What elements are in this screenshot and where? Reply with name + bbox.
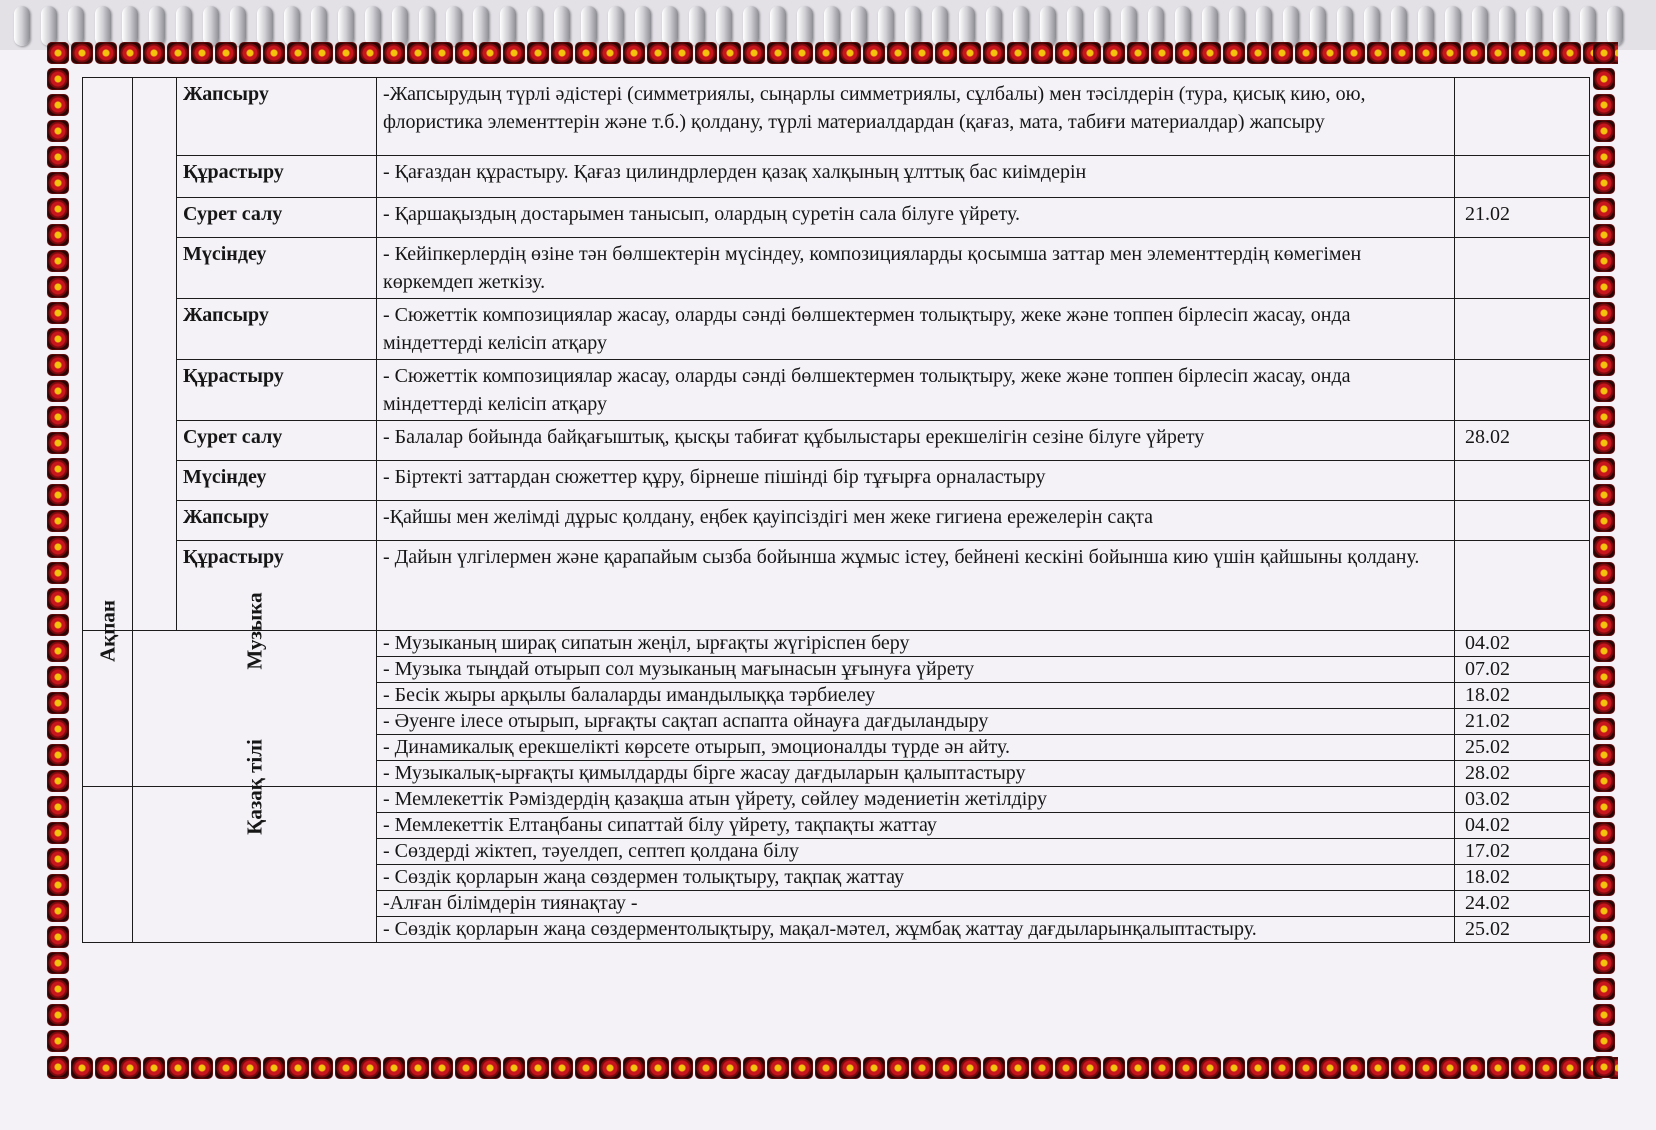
- ornament-tile: [839, 1057, 861, 1079]
- activity-description: - Дайын үлгілермен және қарапайым сызба бойынша жұмыс істеу, бейнені кескіні бойынша кию үшін қайшыны қолдану.: [377, 541, 1455, 631]
- ornament-tile: [47, 120, 69, 142]
- ornament-tile: [47, 978, 69, 1000]
- ornament-tile: [1559, 42, 1581, 64]
- ornament-tile: [1593, 276, 1615, 298]
- ornament-tile: [1593, 692, 1615, 714]
- ornament-tile: [407, 1057, 429, 1079]
- ornament-tile: [1463, 1057, 1485, 1079]
- ornament-tile: [1391, 42, 1413, 64]
- ornament-tile: [1271, 1057, 1293, 1079]
- ornament-tile: [671, 1057, 693, 1079]
- art-section: [83, 78, 1590, 631]
- ornament-tile: [479, 1057, 501, 1079]
- ornament-tile: [47, 406, 69, 428]
- ornament-tile: [287, 42, 309, 64]
- ornament-tile: [47, 276, 69, 298]
- ornament-tile: [431, 42, 453, 64]
- ornament-tile: [407, 42, 429, 64]
- spiral-ring: [14, 6, 30, 46]
- ornament-tile: [1593, 328, 1615, 350]
- ornament-tile: [551, 42, 573, 64]
- ornament-tile: [1511, 1057, 1533, 1079]
- ornament-tile: [1593, 432, 1615, 454]
- ornament-tile: [647, 42, 669, 64]
- month-cell: [83, 600, 133, 787]
- art-row: [83, 238, 1590, 299]
- ornament-tile: [1559, 1057, 1581, 1079]
- ornament-tile: [167, 1057, 189, 1079]
- ornament-tile: [1079, 42, 1101, 64]
- ornament-tile: [1271, 42, 1293, 64]
- ornament-tile: [1593, 354, 1615, 376]
- ornament-tile: [695, 42, 717, 64]
- ornament-tile: [47, 744, 69, 766]
- ornament-tile: [1593, 458, 1615, 480]
- ornament-tile: [383, 1057, 405, 1079]
- ornament-tile: [95, 42, 117, 64]
- activity-description: - Қаршақыздың достарымен танысып, олардың суретін сала білуге үйрету.: [377, 198, 1455, 238]
- ornament-tile: [1151, 42, 1173, 64]
- music-section: [83, 592, 1590, 787]
- ornament-tile: [263, 1057, 285, 1079]
- activity-kind: Құрастыру: [177, 541, 377, 631]
- ornament-tile: [767, 42, 789, 64]
- activity-kind: Жапсыру: [177, 78, 377, 156]
- ornament-border-top: [46, 40, 1618, 66]
- ornament-tile: [1593, 562, 1615, 584]
- kazakh-description: - Мемлекеттік Елтаңбаны сипаттай білу үйрету, тақпақты жаттау: [377, 813, 1455, 839]
- ornament-tile: [47, 666, 69, 688]
- ornament-tile: [911, 1057, 933, 1079]
- ornament-tile: [455, 1057, 477, 1079]
- ornament-tile: [239, 42, 261, 64]
- ornament-tile: [1593, 978, 1615, 1000]
- ornament-tile: [47, 952, 69, 974]
- ornament-tile: [1593, 926, 1615, 948]
- ornament-tile: [527, 42, 549, 64]
- ornament-tile: [191, 1057, 213, 1079]
- art-row: [83, 198, 1590, 238]
- art-row: [83, 501, 1590, 541]
- ornament-tile: [1343, 1057, 1365, 1079]
- music-date: 25.02: [1455, 735, 1590, 761]
- ornament-tile: [1031, 42, 1053, 64]
- ornament-tile: [47, 250, 69, 272]
- ornament-tile: [95, 1057, 117, 1079]
- music-subject-label: Музыка: [242, 592, 266, 670]
- ornament-tile: [1223, 1057, 1245, 1079]
- month-cell-empty: [83, 78, 133, 631]
- ornament-tile: [47, 822, 69, 844]
- ornament-tile: [47, 1056, 69, 1078]
- ornament-tile: [47, 484, 69, 506]
- music-description: - Музыка тыңдай отырып сол музыканың мағынасын ұғынуға үйрету: [377, 657, 1455, 683]
- music-description: - Музыканың ширақ сипатын жеңіл, ырғақты жүгіріспен беру: [377, 631, 1455, 657]
- ornament-tile: [671, 42, 693, 64]
- ornament-tile: [503, 42, 525, 64]
- activity-date: 28.02: [1455, 421, 1590, 461]
- kazakh-date: 25.02: [1455, 917, 1590, 943]
- ornament-tile: [959, 42, 981, 64]
- ornament-tile: [1593, 848, 1615, 870]
- ornament-tile: [239, 1057, 261, 1079]
- ornament-tile: [1593, 250, 1615, 272]
- ornament-tile: [215, 1057, 237, 1079]
- ornament-tile: [1593, 510, 1615, 532]
- ornament-tile: [1593, 484, 1615, 506]
- ornament-tile: [647, 1057, 669, 1079]
- ornament-tile: [1415, 1057, 1437, 1079]
- ornament-tile: [191, 42, 213, 64]
- ornament-tile: [1151, 1057, 1173, 1079]
- activity-description: - Сюжеттік композициялар жасау, оларды сәнді бөлшектермен толықтыру, жеке және топпен бірлесіп жасау, онда міндеттерді келісіп атқару: [377, 299, 1455, 360]
- ornament-tile: [1535, 42, 1557, 64]
- ornament-tile: [719, 1057, 741, 1079]
- activity-description: - Қағаздан құрастыру. Қағаз цилиндрлерден қазақ халқының ұлттық бас киімдерін: [377, 156, 1455, 198]
- ornament-tile: [911, 42, 933, 64]
- ornament-tile: [887, 1057, 909, 1079]
- ornament-tile: [1593, 1056, 1615, 1078]
- month-label: Ақпан: [95, 600, 119, 662]
- ornament-tile: [1593, 68, 1615, 90]
- ornament-tile: [359, 1057, 381, 1079]
- ornament-tile: [959, 1057, 981, 1079]
- ornament-tile: [1031, 1057, 1053, 1079]
- ornament-tile: [1319, 42, 1341, 64]
- ornament-tile: [47, 926, 69, 948]
- kazakh-date: 18.02: [1455, 865, 1590, 891]
- ornament-tile: [455, 42, 477, 64]
- ornament-tile: [1007, 42, 1029, 64]
- kazakh-description: - Сөздік қорларын жаңа сөздермен толықтыру, тақпақ жаттау: [377, 865, 1455, 891]
- ornament-tile: [1295, 1057, 1317, 1079]
- kazakh-description: - Сөздерді жіктеп, тәуелдеп, септеп қолдана білу: [377, 839, 1455, 865]
- activity-date: [1455, 238, 1590, 299]
- ornament-tile: [719, 42, 741, 64]
- ornament-tile: [815, 42, 837, 64]
- ornament-tile: [47, 302, 69, 324]
- music-row: [83, 631, 1590, 657]
- ornament-tile: [1593, 666, 1615, 688]
- ornament-tile: [887, 42, 909, 64]
- ornament-tile: [47, 172, 69, 194]
- ornament-tile: [47, 68, 69, 90]
- activity-kind: Сурет салу: [177, 421, 377, 461]
- ornament-tile: [863, 42, 885, 64]
- ornament-tile: [47, 146, 69, 168]
- ornament-tile: [47, 536, 69, 558]
- ornament-tile: [263, 42, 285, 64]
- ornament-tile: [575, 42, 597, 64]
- ornament-tile: [1593, 640, 1615, 662]
- ornament-tile: [863, 1057, 885, 1079]
- music-date: 07.02: [1455, 657, 1590, 683]
- ornament-tile: [1593, 380, 1615, 402]
- art-row: [83, 360, 1590, 421]
- activity-kind: Жапсыру: [177, 501, 377, 541]
- activity-kind: Мүсіндеу: [177, 238, 377, 299]
- activity-kind: Сурет салу: [177, 198, 377, 238]
- ornament-tile: [743, 1057, 765, 1079]
- kazakh-subject-cell: [133, 739, 377, 943]
- art-row: [83, 541, 1590, 631]
- ornament-tile: [1593, 42, 1615, 64]
- activity-description: - Сюжеттік композициялар жасау, оларды сәнді бөлшектермен толықтыру, жеке және топпен бірлесіп жасау, онда міндеттерді келісіп атқару: [377, 360, 1455, 421]
- art-row: [83, 461, 1590, 501]
- ornament-tile: [1511, 42, 1533, 64]
- ornament-tile: [839, 42, 861, 64]
- ornament-tile: [983, 1057, 1005, 1079]
- ornament-tile: [47, 614, 69, 636]
- music-date: 21.02: [1455, 709, 1590, 735]
- ornament-tile: [119, 1057, 141, 1079]
- ornament-tile: [1319, 1057, 1341, 1079]
- activity-description: - Балалар бойында байқағыштық, қысқы табиғат құбылыстары ерекшелігін сезіне білуге үйрету: [377, 421, 1455, 461]
- ornament-tile: [47, 770, 69, 792]
- ornament-tile: [311, 42, 333, 64]
- ornament-tile: [119, 42, 141, 64]
- ornament-tile: [1439, 1057, 1461, 1079]
- ornament-tile: [503, 1057, 525, 1079]
- ornament-tile: [287, 1057, 309, 1079]
- ornament-tile: [599, 1057, 621, 1079]
- kazakh-date: 03.02: [1455, 787, 1590, 813]
- ornament-tile: [1593, 718, 1615, 740]
- ornament-tile: [1593, 874, 1615, 896]
- ornament-tile: [359, 42, 381, 64]
- ornament-tile: [1247, 42, 1269, 64]
- schedule-table: [82, 77, 1590, 943]
- ornament-tile: [1127, 1057, 1149, 1079]
- ornament-tile: [1593, 952, 1615, 974]
- activity-date: [1455, 461, 1590, 501]
- ornament-tile: [1007, 1057, 1029, 1079]
- ornament-tile: [1343, 42, 1365, 64]
- ornament-tile: [1593, 224, 1615, 246]
- ornament-tile: [551, 1057, 573, 1079]
- ornament-tile: [1247, 1057, 1269, 1079]
- ornament-tile: [1593, 744, 1615, 766]
- ornament-tile: [215, 42, 237, 64]
- ornament-tile: [1079, 1057, 1101, 1079]
- ornament-tile: [1367, 1057, 1389, 1079]
- ornament-tile: [47, 224, 69, 246]
- ornament-tile: [1593, 614, 1615, 636]
- schedule-sheet: [82, 77, 1590, 957]
- ornament-tile: [1127, 42, 1149, 64]
- ornament-tile: [1593, 822, 1615, 844]
- activity-date: [1455, 541, 1590, 631]
- ornament-tile: [47, 848, 69, 870]
- ornament-tile: [1439, 42, 1461, 64]
- art-row: [83, 299, 1590, 360]
- ornament-tile: [47, 42, 69, 64]
- activity-date: [1455, 156, 1590, 198]
- ornament-tile: [1367, 42, 1389, 64]
- ornament-tile: [1593, 406, 1615, 428]
- ornament-tile: [335, 42, 357, 64]
- ornament-tile: [47, 640, 69, 662]
- ornament-tile: [47, 796, 69, 818]
- ornament-tile: [767, 1057, 789, 1079]
- ornament-tile: [599, 42, 621, 64]
- ornament-border-bottom: [46, 1055, 1618, 1081]
- ornament-tile: [815, 1057, 837, 1079]
- ornament-tile: [1535, 1057, 1557, 1079]
- ornament-tile: [1463, 42, 1485, 64]
- ornament-tile: [623, 1057, 645, 1079]
- activity-kind: Құрастыру: [177, 156, 377, 198]
- kazakh-date: 04.02: [1455, 813, 1590, 839]
- ornament-border-left: [46, 40, 72, 1081]
- activity-date: [1455, 360, 1590, 421]
- ornament-tile: [1593, 770, 1615, 792]
- music-description: - Әуенге ілесе отырып, ырғақты сақтап аспапта ойнауға дағдыландыру: [377, 709, 1455, 735]
- ornament-tile: [47, 718, 69, 740]
- ornament-tile: [1055, 1057, 1077, 1079]
- activity-description: - Кейіпкерлердің өзіне тән бөлшектерін мүсіндеу, композицияларды қосымша заттар мен элементтердің көмегімен көркемдеп жеткізу.: [377, 238, 1455, 299]
- ornament-tile: [47, 900, 69, 922]
- ornament-tile: [791, 1057, 813, 1079]
- ornament-tile: [1487, 1057, 1509, 1079]
- activity-date: [1455, 78, 1590, 156]
- ornament-tile: [47, 1004, 69, 1026]
- ornament-tile: [695, 1057, 717, 1079]
- activity-kind: Құрастыру: [177, 360, 377, 421]
- kazakh-date: 24.02: [1455, 891, 1590, 917]
- ornament-tile: [1593, 94, 1615, 116]
- ornament-tile: [983, 42, 1005, 64]
- activity-date: [1455, 501, 1590, 541]
- ornament-tile: [71, 42, 93, 64]
- music-description: - Бесік жыры арқылы балаларды имандылыққа тәрбиелеу: [377, 683, 1455, 709]
- ornament-tile: [47, 458, 69, 480]
- ornament-tile: [47, 1030, 69, 1052]
- ornament-tile: [1593, 146, 1615, 168]
- ornament-tile: [479, 42, 501, 64]
- ornament-tile: [47, 328, 69, 350]
- art-row: [83, 78, 1590, 156]
- ornament-tile: [1103, 1057, 1125, 1079]
- ornament-tile: [527, 1057, 549, 1079]
- ornament-tile: [383, 42, 405, 64]
- activity-kind: Жапсыру: [177, 299, 377, 360]
- ornament-tile: [311, 1057, 333, 1079]
- music-date: 04.02: [1455, 631, 1590, 657]
- ornament-tile: [47, 354, 69, 376]
- ornament-tile: [791, 42, 813, 64]
- ornament-tile: [1593, 1004, 1615, 1026]
- ornament-tile: [1593, 900, 1615, 922]
- activity-date: [1455, 299, 1590, 360]
- music-date: 28.02: [1455, 761, 1590, 787]
- subject-cell-empty: [133, 78, 177, 631]
- ornament-tile: [1055, 42, 1077, 64]
- ornament-tile: [1223, 42, 1245, 64]
- ornament-tile: [47, 432, 69, 454]
- ornament-tile: [47, 874, 69, 896]
- activity-description: - Біртекті заттардан сюжеттер құру, бірнеше пішінді бір тұғырға орналастыру: [377, 461, 1455, 501]
- music-description: - Динамикалық ерекшелікті көрсете отырып, эмоционалды түрде ән айту.: [377, 735, 1455, 761]
- ornament-tile: [47, 198, 69, 220]
- ornament-tile: [1175, 42, 1197, 64]
- ornament-tile: [167, 42, 189, 64]
- ornament-tile: [71, 1057, 93, 1079]
- ornament-tile: [1295, 42, 1317, 64]
- ornament-tile: [1103, 42, 1125, 64]
- ornament-tile: [143, 1057, 165, 1079]
- activity-description: -Қайшы мен желімді дұрыс қолдану, еңбек қауіпсіздігі мен жеке гигиена ережелерін сақта: [377, 501, 1455, 541]
- ornament-tile: [1593, 536, 1615, 558]
- ornament-tile: [1199, 1057, 1221, 1079]
- ornament-tile: [1593, 1030, 1615, 1052]
- ornament-tile: [1593, 588, 1615, 610]
- ornament-tile: [1593, 796, 1615, 818]
- ornament-tile: [1199, 42, 1221, 64]
- ornament-tile: [47, 562, 69, 584]
- art-row: [83, 421, 1590, 461]
- ornament-tile: [431, 1057, 453, 1079]
- ornament-tile: [1391, 1057, 1413, 1079]
- music-date: 18.02: [1455, 683, 1590, 709]
- kazakh-date: 17.02: [1455, 839, 1590, 865]
- ornament-tile: [1175, 1057, 1197, 1079]
- activity-kind: Мүсіндеу: [177, 461, 377, 501]
- activity-date: 21.02: [1455, 198, 1590, 238]
- ornament-tile: [47, 692, 69, 714]
- ornament-tile: [47, 588, 69, 610]
- ornament-tile: [1593, 120, 1615, 142]
- kazakh-subject-label: Қазақ тілі: [242, 739, 266, 835]
- music-description: - Музыкалық-ырғақты қимылдарды бірге жасау дағдыларын қалыптастыру: [377, 761, 1455, 787]
- ornament-tile: [1593, 198, 1615, 220]
- ornament-tile: [1487, 42, 1509, 64]
- ornament-tile: [1415, 42, 1437, 64]
- ornament-tile: [575, 1057, 597, 1079]
- ornament-tile: [47, 380, 69, 402]
- ornament-tile: [1593, 302, 1615, 324]
- month-cell-empty: [83, 787, 133, 943]
- ornament-tile: [743, 42, 765, 64]
- ornament-tile: [335, 1057, 357, 1079]
- art-row: [83, 156, 1590, 198]
- ornament-border-right: [1592, 40, 1618, 1081]
- ornament-tile: [1593, 172, 1615, 194]
- activity-description: -Жапсырудың түрлі әдістері (симметриялы, сыңарлы симметриялы, сұлбалы) мен тәсілдерін (тура, қисық кию, ою, флористика элементтерін және т.б.) қолдану, түрлі материалдардан (қағаз, мата, табиғи материалдар) жапсыру: [377, 78, 1455, 156]
- ornament-tile: [47, 94, 69, 116]
- ornament-tile: [143, 42, 165, 64]
- ornament-tile: [623, 42, 645, 64]
- kazakh-row: [83, 787, 1590, 813]
- ornament-tile: [935, 1057, 957, 1079]
- ornament-tile: [47, 510, 69, 532]
- kazakh-description: -Алған білімдерін тиянақтау -: [377, 891, 1455, 917]
- ornament-tile: [935, 42, 957, 64]
- kazakh-description: - Сөздік қорларын жаңа сөздерментолықтыру, мақал-мәтел, жұмбақ жаттау дағдыларынқалыптастыру.: [377, 917, 1455, 943]
- kazakh-description: - Мемлекеттік Рәміздердің қазақша атын үйрету, сөйлеу мәдениетін жетілдіру: [377, 787, 1455, 813]
